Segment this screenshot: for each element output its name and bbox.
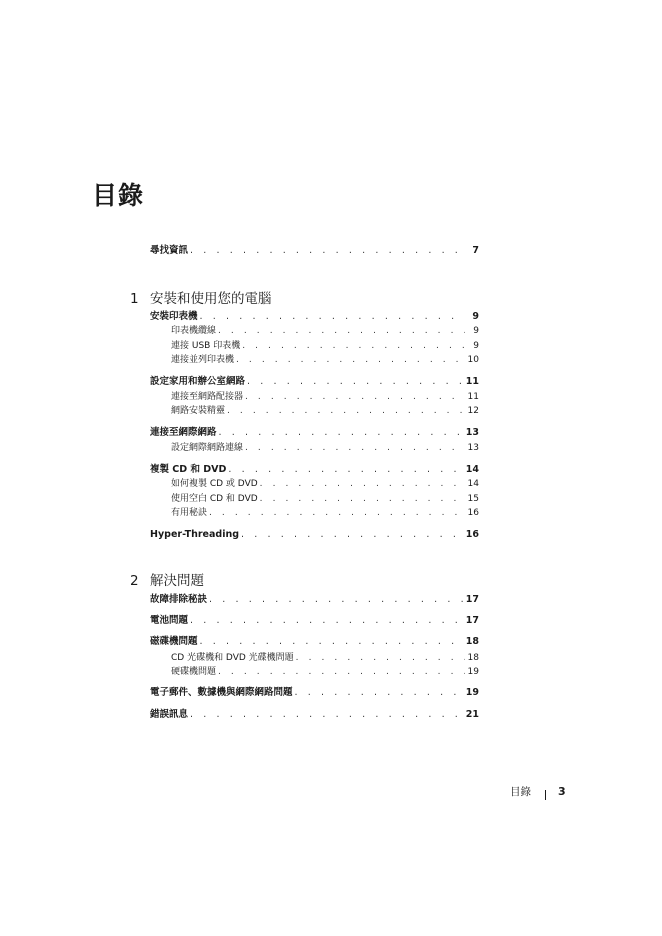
chapter-heading-2[interactable] bbox=[130, 569, 204, 589]
dot-leader bbox=[209, 506, 465, 520]
toc-entry-page: 17 bbox=[465, 615, 479, 626]
toc-entry-title: 複製 CD 和 DVD bbox=[150, 464, 227, 475]
dot-leader bbox=[227, 404, 465, 418]
toc-entry-page: 7 bbox=[472, 245, 479, 256]
toc-subitem[interactable] bbox=[171, 353, 479, 367]
dot-leader bbox=[247, 375, 464, 389]
dot-leader bbox=[190, 244, 465, 258]
toc-entry-title: 連接並列印表機 bbox=[171, 355, 235, 365]
toc-subitem[interactable] bbox=[171, 441, 479, 455]
footer-label: 目錄 bbox=[510, 786, 531, 798]
toc-entry-page: 17 bbox=[465, 594, 479, 605]
dot-leader bbox=[245, 441, 465, 455]
dot-leader bbox=[209, 593, 464, 607]
dot-leader bbox=[260, 492, 465, 506]
toc-entry-page: 10 bbox=[467, 355, 479, 365]
toc-entry-title: 電子郵件、數據機與網際網路問題 bbox=[150, 687, 293, 698]
toc-section[interactable] bbox=[150, 310, 479, 324]
toc-section[interactable] bbox=[150, 708, 479, 722]
toc-entry-page: 18 bbox=[467, 653, 479, 663]
toc-entry-page: 12 bbox=[467, 406, 479, 416]
dot-leader bbox=[200, 310, 465, 324]
toc-entry-title: 電池問題 bbox=[150, 615, 189, 626]
dot-leader bbox=[260, 477, 465, 491]
dot-leader bbox=[296, 651, 465, 665]
toc-entry-page: 11 bbox=[467, 392, 479, 402]
toc-entry-page: 13 bbox=[467, 443, 479, 453]
toc-entry-title: 連接 USB 印表機 bbox=[171, 341, 241, 351]
toc-entry-title: 磁碟機問題 bbox=[150, 636, 198, 647]
chapter-title: 解決問題 bbox=[150, 573, 204, 589]
toc-subitem[interactable] bbox=[171, 477, 479, 491]
dot-leader bbox=[241, 528, 464, 542]
toc-entry-page: 13 bbox=[465, 427, 479, 438]
toc-entry-page: 19 bbox=[467, 667, 479, 677]
toc-entry-page: 21 bbox=[465, 709, 479, 720]
dot-leader bbox=[190, 708, 464, 722]
toc-section[interactable] bbox=[150, 463, 479, 477]
chapter-title: 安裝和使用您的電腦 bbox=[150, 291, 272, 307]
toc-entry-find-info[interactable] bbox=[150, 244, 479, 258]
dot-leader bbox=[218, 324, 465, 338]
toc-entry-page: 19 bbox=[465, 687, 479, 698]
toc-entry-title: 印表機纜線 bbox=[171, 326, 217, 336]
toc-entry-page: 14 bbox=[465, 464, 479, 475]
toc-entry-page: 16 bbox=[467, 508, 479, 518]
toc-section[interactable] bbox=[150, 635, 479, 649]
toc-entry-title: 有用秘訣 bbox=[171, 508, 208, 518]
toc-entry-title: 錯誤訊息 bbox=[150, 709, 189, 720]
toc-entry-title: 安裝印表機 bbox=[150, 311, 198, 322]
footer-separator bbox=[545, 790, 546, 800]
toc-section[interactable] bbox=[150, 528, 479, 542]
chapter-number: 1 bbox=[130, 291, 139, 307]
toc-entry-title: 設定網際網路連線 bbox=[171, 443, 244, 453]
toc-subitem[interactable] bbox=[171, 404, 479, 418]
toc-section[interactable] bbox=[150, 686, 479, 700]
toc-entry-title: 使用空白 CD 和 DVD bbox=[171, 494, 258, 504]
toc-entry-page: 14 bbox=[467, 479, 479, 489]
toc-subitem[interactable] bbox=[171, 506, 479, 520]
toc-section[interactable] bbox=[150, 375, 479, 389]
toc-subitem[interactable] bbox=[171, 339, 479, 353]
chapter-number: 2 bbox=[130, 573, 139, 589]
toc-entry-page: 16 bbox=[465, 529, 479, 540]
dot-leader bbox=[228, 463, 463, 477]
toc-entry-page: 18 bbox=[465, 636, 479, 647]
toc-section[interactable] bbox=[150, 426, 479, 440]
toc-section[interactable] bbox=[150, 614, 479, 628]
toc-entry-page: 15 bbox=[467, 494, 479, 504]
page-title: 目錄 bbox=[92, 181, 145, 210]
dot-leader bbox=[295, 686, 464, 700]
page-number: 3 bbox=[558, 785, 566, 798]
toc-entry-page: 9 bbox=[473, 341, 479, 351]
dot-leader bbox=[236, 353, 465, 367]
toc-entry-title: 連接至網際網路 bbox=[150, 427, 217, 438]
toc-entry-title: Hyper-Threading bbox=[150, 529, 240, 540]
toc-subitem[interactable] bbox=[171, 651, 479, 665]
toc-entry-title: CD 光碟機和 DVD 光碟機問題 bbox=[171, 653, 294, 663]
toc-entry-title: 硬碟機問題 bbox=[171, 667, 217, 677]
dot-leader bbox=[245, 390, 465, 404]
toc-subitem[interactable] bbox=[171, 665, 479, 679]
dot-leader bbox=[218, 665, 465, 679]
toc-subitem[interactable] bbox=[171, 390, 479, 404]
chapter-heading-1[interactable] bbox=[130, 287, 272, 307]
dot-leader bbox=[190, 614, 464, 628]
toc-subitem[interactable] bbox=[171, 324, 479, 338]
toc-entry-title: 網路安裝精靈 bbox=[171, 406, 226, 416]
toc-entry-title: 如何複製 CD 或 DVD bbox=[171, 479, 258, 489]
toc-entry-page: 11 bbox=[465, 376, 479, 387]
toc-subitem[interactable] bbox=[171, 492, 479, 506]
toc-entry-page: 9 bbox=[472, 311, 479, 322]
dot-leader bbox=[219, 426, 464, 440]
dot-leader bbox=[200, 635, 464, 649]
toc-entry-title: 故障排除秘訣 bbox=[150, 594, 208, 605]
toc-entry-title: 設定家用和辦公室網路 bbox=[150, 376, 246, 387]
page-footer bbox=[510, 784, 566, 799]
toc-section[interactable] bbox=[150, 593, 479, 607]
toc-entry-title: 連接至網路配接器 bbox=[171, 392, 244, 402]
dot-leader bbox=[242, 339, 465, 353]
toc-entry-page: 9 bbox=[473, 326, 479, 336]
toc-entry-title: 尋找資訊 bbox=[150, 245, 189, 256]
